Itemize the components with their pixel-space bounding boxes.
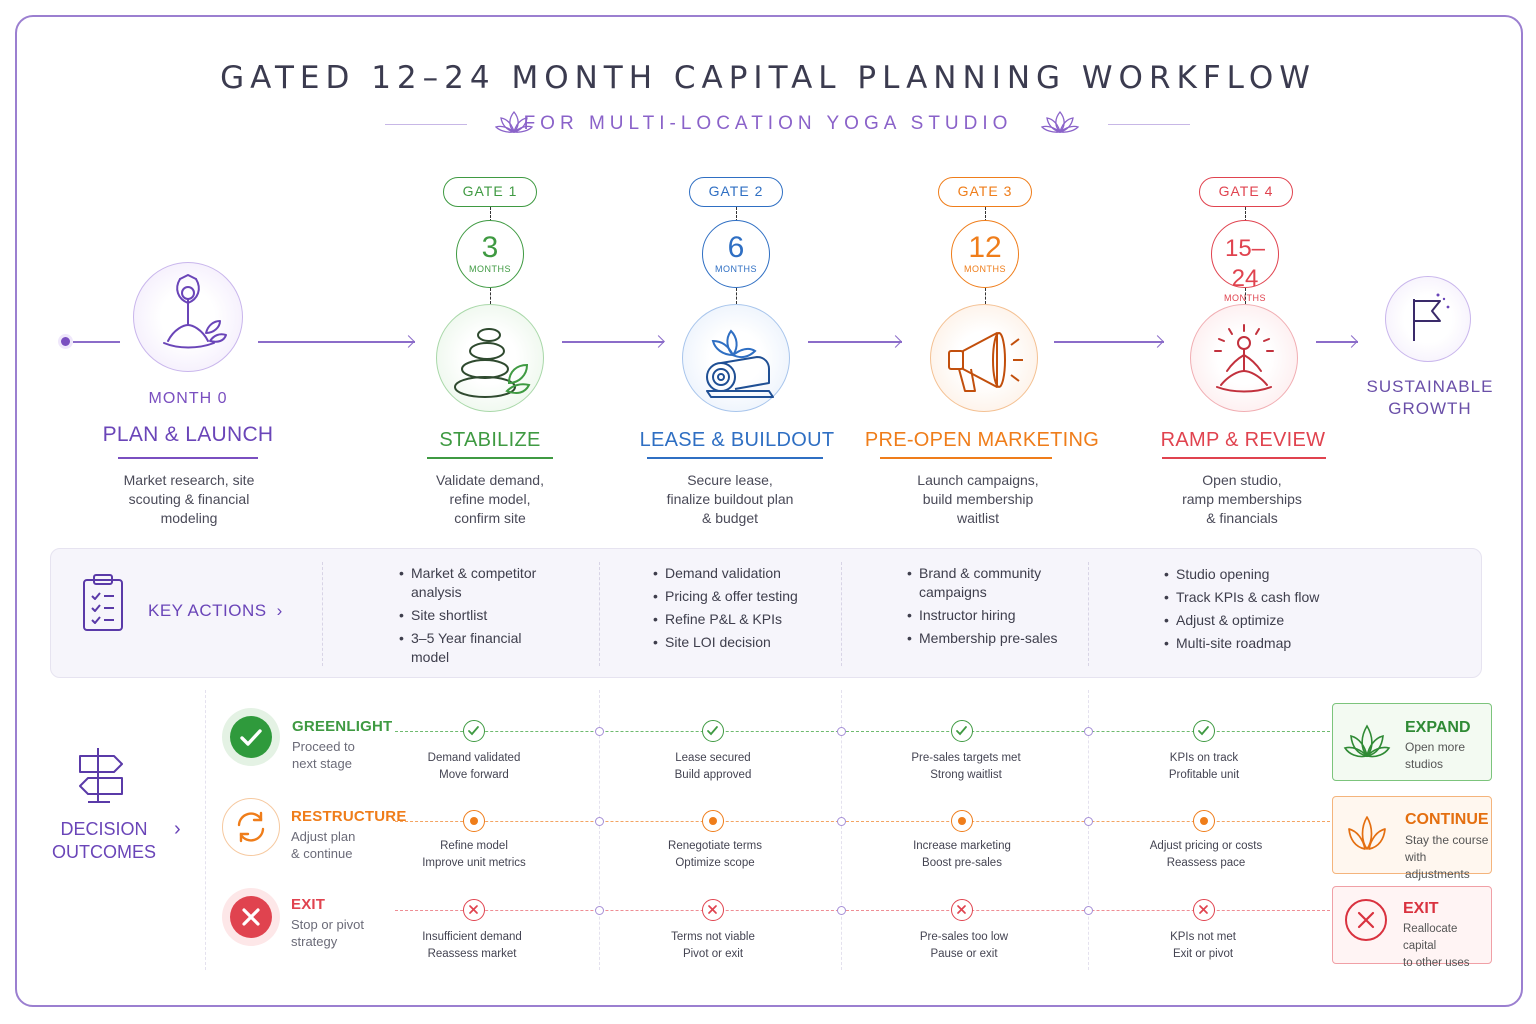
result-continue-title: CONTINUE <box>1405 811 1489 828</box>
restructure-sub: Adjust plan & continue <box>291 829 356 861</box>
column-divider <box>1088 562 1089 666</box>
radiant-meditation-icon <box>1191 305 1297 411</box>
column-divider <box>322 562 323 666</box>
action-item: • 3–5 Year financial model <box>399 629 549 667</box>
timeline-connector <box>73 341 120 343</box>
stage-desc-lease-buildout: Secure lease, finalize buildout plan & budget <box>666 472 794 526</box>
lotus-icon <box>1040 108 1080 136</box>
x-circle-icon <box>1345 899 1387 941</box>
result-expand-title: EXPAND <box>1405 719 1471 736</box>
action-item: • Membership pre-sales <box>907 629 1067 648</box>
track-junction <box>595 817 604 826</box>
dot-icon <box>1193 810 1215 832</box>
outcome-cell: Terms not viable Pivot or exit <box>671 931 755 960</box>
track-junction <box>1084 906 1093 915</box>
key-actions-column <box>1164 565 1354 657</box>
diagram-subtitle: FOR MULTI-LOCATION YOGA STUDIO <box>523 113 1013 134</box>
dot-icon <box>951 810 973 832</box>
gate-3-months: 12 MONTHS <box>951 220 1019 288</box>
dot-icon <box>702 810 724 832</box>
flag-icon <box>1386 277 1470 361</box>
action-item: • Site shortlist <box>399 606 549 625</box>
restructure-track <box>395 821 1330 822</box>
gate-4-badge: GATE 4 <box>1199 177 1293 207</box>
action-item: • Studio opening <box>1164 565 1354 584</box>
result-exit-sub: Reallocate capital to other uses <box>1403 923 1470 969</box>
action-item: • Instructor hiring <box>907 606 1067 625</box>
gate-connector <box>736 288 737 304</box>
check-icon <box>1193 720 1215 742</box>
column-divider <box>205 690 206 970</box>
greenlight-title: GREENLIGHT <box>292 718 393 735</box>
stage-desc-stabilize: Validate demand, refine model, confirm site <box>436 472 544 526</box>
dot-icon <box>463 810 485 832</box>
x-icon <box>1193 899 1215 921</box>
outcome-cell: Renegotiate terms Optimize scope <box>668 840 762 869</box>
outcome-cell: Pre-sales too low Pause or exit <box>919 931 1009 960</box>
x-icon <box>463 899 485 921</box>
greenlight-track <box>395 731 1330 732</box>
exit-sub: Stop or pivot strategy <box>291 917 364 949</box>
stage-title-pre-open-marketing: PRE-OPEN MARKETING <box>864 429 1100 451</box>
stacked-stones-icon <box>437 305 543 411</box>
outcome-cell: Adjust pricing or costs Reassess pace <box>1149 840 1263 869</box>
stage-ramp-review <box>1190 304 1298 412</box>
track-junction <box>595 906 604 915</box>
greenlight-icon <box>222 708 280 766</box>
stage-pre-open-marketing <box>930 304 1038 412</box>
stage-plan-launch <box>133 262 243 372</box>
action-item: • Pricing & offer testing <box>653 587 833 606</box>
exit-title: EXIT <box>291 896 326 913</box>
outcome-cell: Lease secured Build approved <box>674 752 752 781</box>
gate-3-badge: GATE 3 <box>938 177 1032 207</box>
diagram-title: GATED 12–24 MONTH CAPITAL PLANNING WORKFLOW <box>220 60 1316 96</box>
outcome-cell: Pre-sales targets met Strong waitlist <box>911 752 1021 781</box>
gate-connector <box>985 288 986 304</box>
timeline-start-dot <box>61 337 70 346</box>
track-junction <box>1084 817 1093 826</box>
stage-title-lease-buildout: LEASE & BUILDOUT <box>639 429 835 451</box>
month-zero-label: MONTH 0 <box>148 390 228 407</box>
action-item: • Multi-site roadmap <box>1164 634 1354 653</box>
x-icon <box>951 899 973 921</box>
outcome-cell: Insufficient demand Reassess market <box>422 931 522 960</box>
outcome-cell: KPIs on track Profitable unit <box>1168 752 1240 781</box>
action-item: • Brand & community campaigns <box>907 564 1067 602</box>
stage-underline <box>1162 457 1326 459</box>
action-item: • Track KPIs & cash flow <box>1164 588 1354 607</box>
leaf-icon <box>1345 811 1389 855</box>
greenlight-sub: Proceed to next stage <box>292 739 355 771</box>
clipboard-icon <box>80 572 126 634</box>
action-item: • Refine P&L & KPIs <box>653 610 833 629</box>
meditation-lotus-icon <box>134 263 242 371</box>
outcome-cell: Increase marketing Boost pre-sales <box>913 840 1011 869</box>
megaphone-icon <box>931 305 1037 411</box>
gate-2-months: 6 MONTHS <box>702 220 770 288</box>
lotus-icon <box>1343 718 1391 762</box>
stage-lease-buildout <box>682 304 790 412</box>
stage-desc-ramp-review: Open studio, ramp memberships & financials <box>1182 472 1302 526</box>
stage-title-stabilize: STABILIZE <box>439 429 541 451</box>
result-expand-sub: Open more studios <box>1405 740 1466 771</box>
track-junction <box>837 817 846 826</box>
timeline-arrow <box>562 341 664 343</box>
column-divider <box>599 562 600 666</box>
key-actions-column <box>653 564 833 656</box>
key-actions-column <box>907 564 1067 652</box>
track-junction <box>1084 727 1093 736</box>
stage-underline <box>427 457 553 459</box>
track-junction <box>837 727 846 736</box>
stage-underline <box>647 457 823 459</box>
track-junction <box>595 727 604 736</box>
result-expand <box>1332 703 1492 781</box>
gate-1-months: 3 MONTHS <box>456 220 524 288</box>
stage-title-plan-launch: PLAN & LAUNCH <box>102 423 274 446</box>
yoga-mat-icon <box>683 305 789 411</box>
check-icon <box>463 720 485 742</box>
gate-1-badge: GATE 1 <box>443 177 537 207</box>
action-item: • Site LOI decision <box>653 633 833 652</box>
action-item: • Market & competitor analysis <box>399 564 549 602</box>
gate-connector <box>490 288 491 304</box>
sustainable-growth-badge <box>1385 276 1471 362</box>
sustainable-growth-label: SUSTAINABLE GROWTH <box>1366 377 1494 418</box>
outcome-cell: Demand validated Move forward <box>427 752 521 781</box>
check-icon <box>951 720 973 742</box>
stage-underline <box>118 457 258 459</box>
restructure-title: RESTRUCTURE <box>291 808 407 825</box>
gate-4-months: 15–24 MONTHS <box>1211 220 1279 288</box>
check-icon <box>702 720 724 742</box>
restructure-icon <box>222 798 280 856</box>
timeline-arrow <box>258 341 415 343</box>
decision-outcomes-label: DECISION OUTCOMES <box>51 819 156 862</box>
stage-title-ramp-review: RAMP & REVIEW <box>1160 429 1326 451</box>
timeline-arrow <box>1054 341 1164 343</box>
signpost-icon <box>74 744 128 808</box>
track-junction <box>837 906 846 915</box>
stage-desc-plan-launch: Market research, site scouting & financial modeling <box>123 472 255 526</box>
result-continue <box>1332 796 1492 881</box>
key-actions-column <box>399 564 549 671</box>
stage-underline <box>880 457 1052 459</box>
chevron-right-icon: › <box>174 818 181 840</box>
action-item: • Demand validation <box>653 564 833 583</box>
outcome-cell: KPIs not met Exit or pivot <box>1170 931 1236 960</box>
result-exit <box>1332 886 1492 969</box>
gate-2-badge: GATE 2 <box>689 177 783 207</box>
stage-stabilize <box>436 304 544 412</box>
outcome-cell: Refine model Improve unit metrics <box>422 840 526 869</box>
stage-desc-pre-open-marketing: Launch campaigns, build membership waitlist <box>917 472 1039 526</box>
exit-icon <box>222 888 280 946</box>
result-continue-sub: Stay the course with adjustments <box>1405 833 1489 881</box>
gate-connector <box>1245 288 1246 304</box>
action-item: • Adjust & optimize <box>1164 611 1354 630</box>
column-divider <box>841 562 842 666</box>
key-actions-label: KEY ACTIONS › <box>148 601 283 620</box>
result-exit-title: EXIT <box>1403 900 1439 917</box>
exit-track <box>395 910 1330 911</box>
x-icon <box>702 899 724 921</box>
